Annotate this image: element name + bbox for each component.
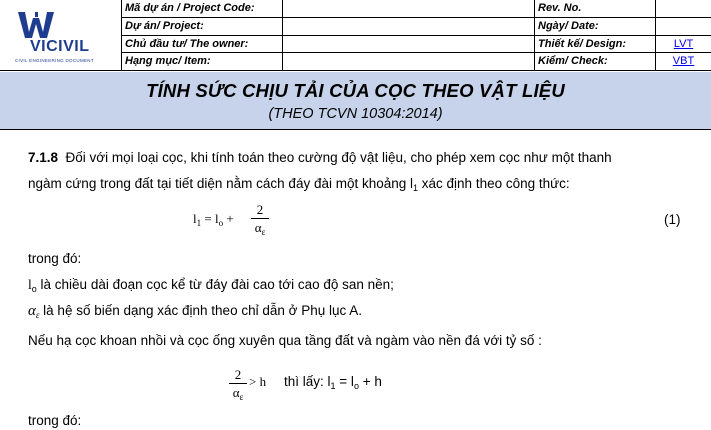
epsilon-sub: ε bbox=[261, 227, 266, 237]
formula-2-numerator: 2 bbox=[234, 367, 242, 382]
design-value-cell bbox=[656, 36, 711, 53]
title-band bbox=[0, 72, 711, 130]
paragraph-line-2 bbox=[28, 176, 570, 193]
header-row-project-code bbox=[122, 0, 711, 18]
formula-1-lo-sub: o bbox=[218, 218, 224, 228]
definition-lo bbox=[28, 277, 394, 294]
check-value-cell bbox=[656, 53, 711, 71]
owner-value[interactable] bbox=[283, 36, 535, 53]
project-value[interactable] bbox=[283, 18, 535, 35]
date-label: Ngày/ Date: bbox=[535, 18, 656, 35]
rev-no-value[interactable] bbox=[656, 0, 711, 17]
date-value[interactable] bbox=[656, 18, 711, 35]
formula-2-eq: = l bbox=[335, 374, 354, 389]
logo-cell bbox=[0, 0, 122, 71]
fraction-bar bbox=[251, 218, 269, 219]
formula-2-denominator bbox=[229, 385, 247, 405]
where-label-1: trong đó: bbox=[28, 251, 82, 266]
owner-label: Chủ đầu tư/ The owner: bbox=[122, 36, 283, 53]
l1-subscript: 1 bbox=[413, 183, 419, 193]
check-label: Kiểm/ Check: bbox=[535, 53, 656, 71]
formula-2-end: + h bbox=[358, 374, 382, 389]
check-link[interactable]: VBT bbox=[672, 55, 695, 68]
project-code-label: Mã dự án / Project Code: bbox=[122, 0, 283, 17]
design-link[interactable]: LVT bbox=[673, 37, 694, 50]
header-row-item bbox=[122, 53, 711, 71]
where-label-2: trong đó: bbox=[28, 413, 82, 428]
definition-alpha-text: là hệ số biến dạng xác định theo chỉ dẫn ở Phụ lục A. bbox=[39, 303, 362, 318]
logo-name: VICIVIL bbox=[30, 38, 90, 55]
formula-1-lhs bbox=[193, 211, 234, 228]
formula-1-denominator bbox=[251, 220, 269, 240]
alpha-symbol-2: α bbox=[232, 385, 240, 400]
formula-2-gt: > h bbox=[249, 374, 267, 389]
alpha-def-sub: ε bbox=[35, 310, 40, 320]
epsilon-sub-2: ε bbox=[239, 392, 244, 402]
paragraph-line-1 bbox=[28, 150, 612, 165]
formula-1-fraction bbox=[251, 202, 269, 240]
section-number: 7.1.8 bbox=[28, 150, 59, 165]
lo-symbol: l bbox=[28, 277, 32, 292]
formula-1-number: (1) bbox=[664, 212, 681, 227]
page-title: TÍNH SỨC CHỊU TẢI CỦA CỌC THEO VẬT LIỆU bbox=[146, 80, 565, 101]
item-label: Hạng mục/ Item: bbox=[122, 53, 283, 71]
fraction-bar-2 bbox=[229, 383, 247, 384]
definition-alpha bbox=[28, 303, 362, 320]
vicivil-logo-icon bbox=[16, 12, 56, 38]
page-subtitle: (THEO TCVN 10304:2014) bbox=[268, 106, 443, 122]
formula-2-lo-sub: o bbox=[353, 381, 359, 391]
paragraph-text-2b: xác định theo công thức: bbox=[418, 176, 570, 191]
paragraph-line-3: Nếu hạ cọc khoan nhồi và cọc ống xuyên qua tầng đất và ngàm vào nền đá với tỷ số : bbox=[28, 333, 542, 348]
document-header bbox=[0, 0, 711, 71]
header-row-project bbox=[122, 18, 711, 36]
formula-2-fraction bbox=[229, 367, 247, 405]
formula-2-l1-sub: 1 bbox=[330, 381, 336, 391]
project-label: Dự án/ Project: bbox=[122, 18, 283, 35]
logo-tagline: CIVIL ENGINEERING DOCUMENT bbox=[15, 58, 94, 63]
formula-1-plus: + bbox=[223, 211, 234, 226]
design-label: Thiết kế/ Design: bbox=[535, 36, 656, 53]
document-body bbox=[0, 131, 711, 430]
formula-2-then bbox=[284, 374, 382, 391]
rev-no-label: Rev. No. bbox=[535, 0, 656, 17]
alpha-symbol: α bbox=[254, 220, 262, 235]
formula-1-numerator: 2 bbox=[256, 202, 264, 217]
paragraph-text-1: Đối với mọi loại cọc, khi tính toán theo cường độ vật liệu, cho phép xem cọc như một thanh bbox=[65, 150, 612, 165]
alpha-def-symbol: α bbox=[28, 303, 36, 319]
definition-lo-text: là chiều dài đoạn cọc kể từ đáy đài cao tới cao độ san nền; bbox=[36, 277, 394, 292]
formula-1-eq: = l bbox=[201, 211, 219, 226]
item-value[interactable] bbox=[283, 53, 535, 71]
formula-1-l: l bbox=[193, 211, 197, 226]
lo-sub: o bbox=[31, 284, 37, 294]
paragraph-text-2a: ngàm cứng trong đất tại tiết diện nằm cách đáy đài một khoảng l bbox=[28, 176, 414, 191]
header-row-owner bbox=[122, 36, 711, 54]
formula-1-l-sub: 1 bbox=[196, 218, 202, 228]
project-code-value[interactable] bbox=[283, 0, 535, 17]
formula-2-then-text: thì lấy: l bbox=[284, 374, 331, 389]
